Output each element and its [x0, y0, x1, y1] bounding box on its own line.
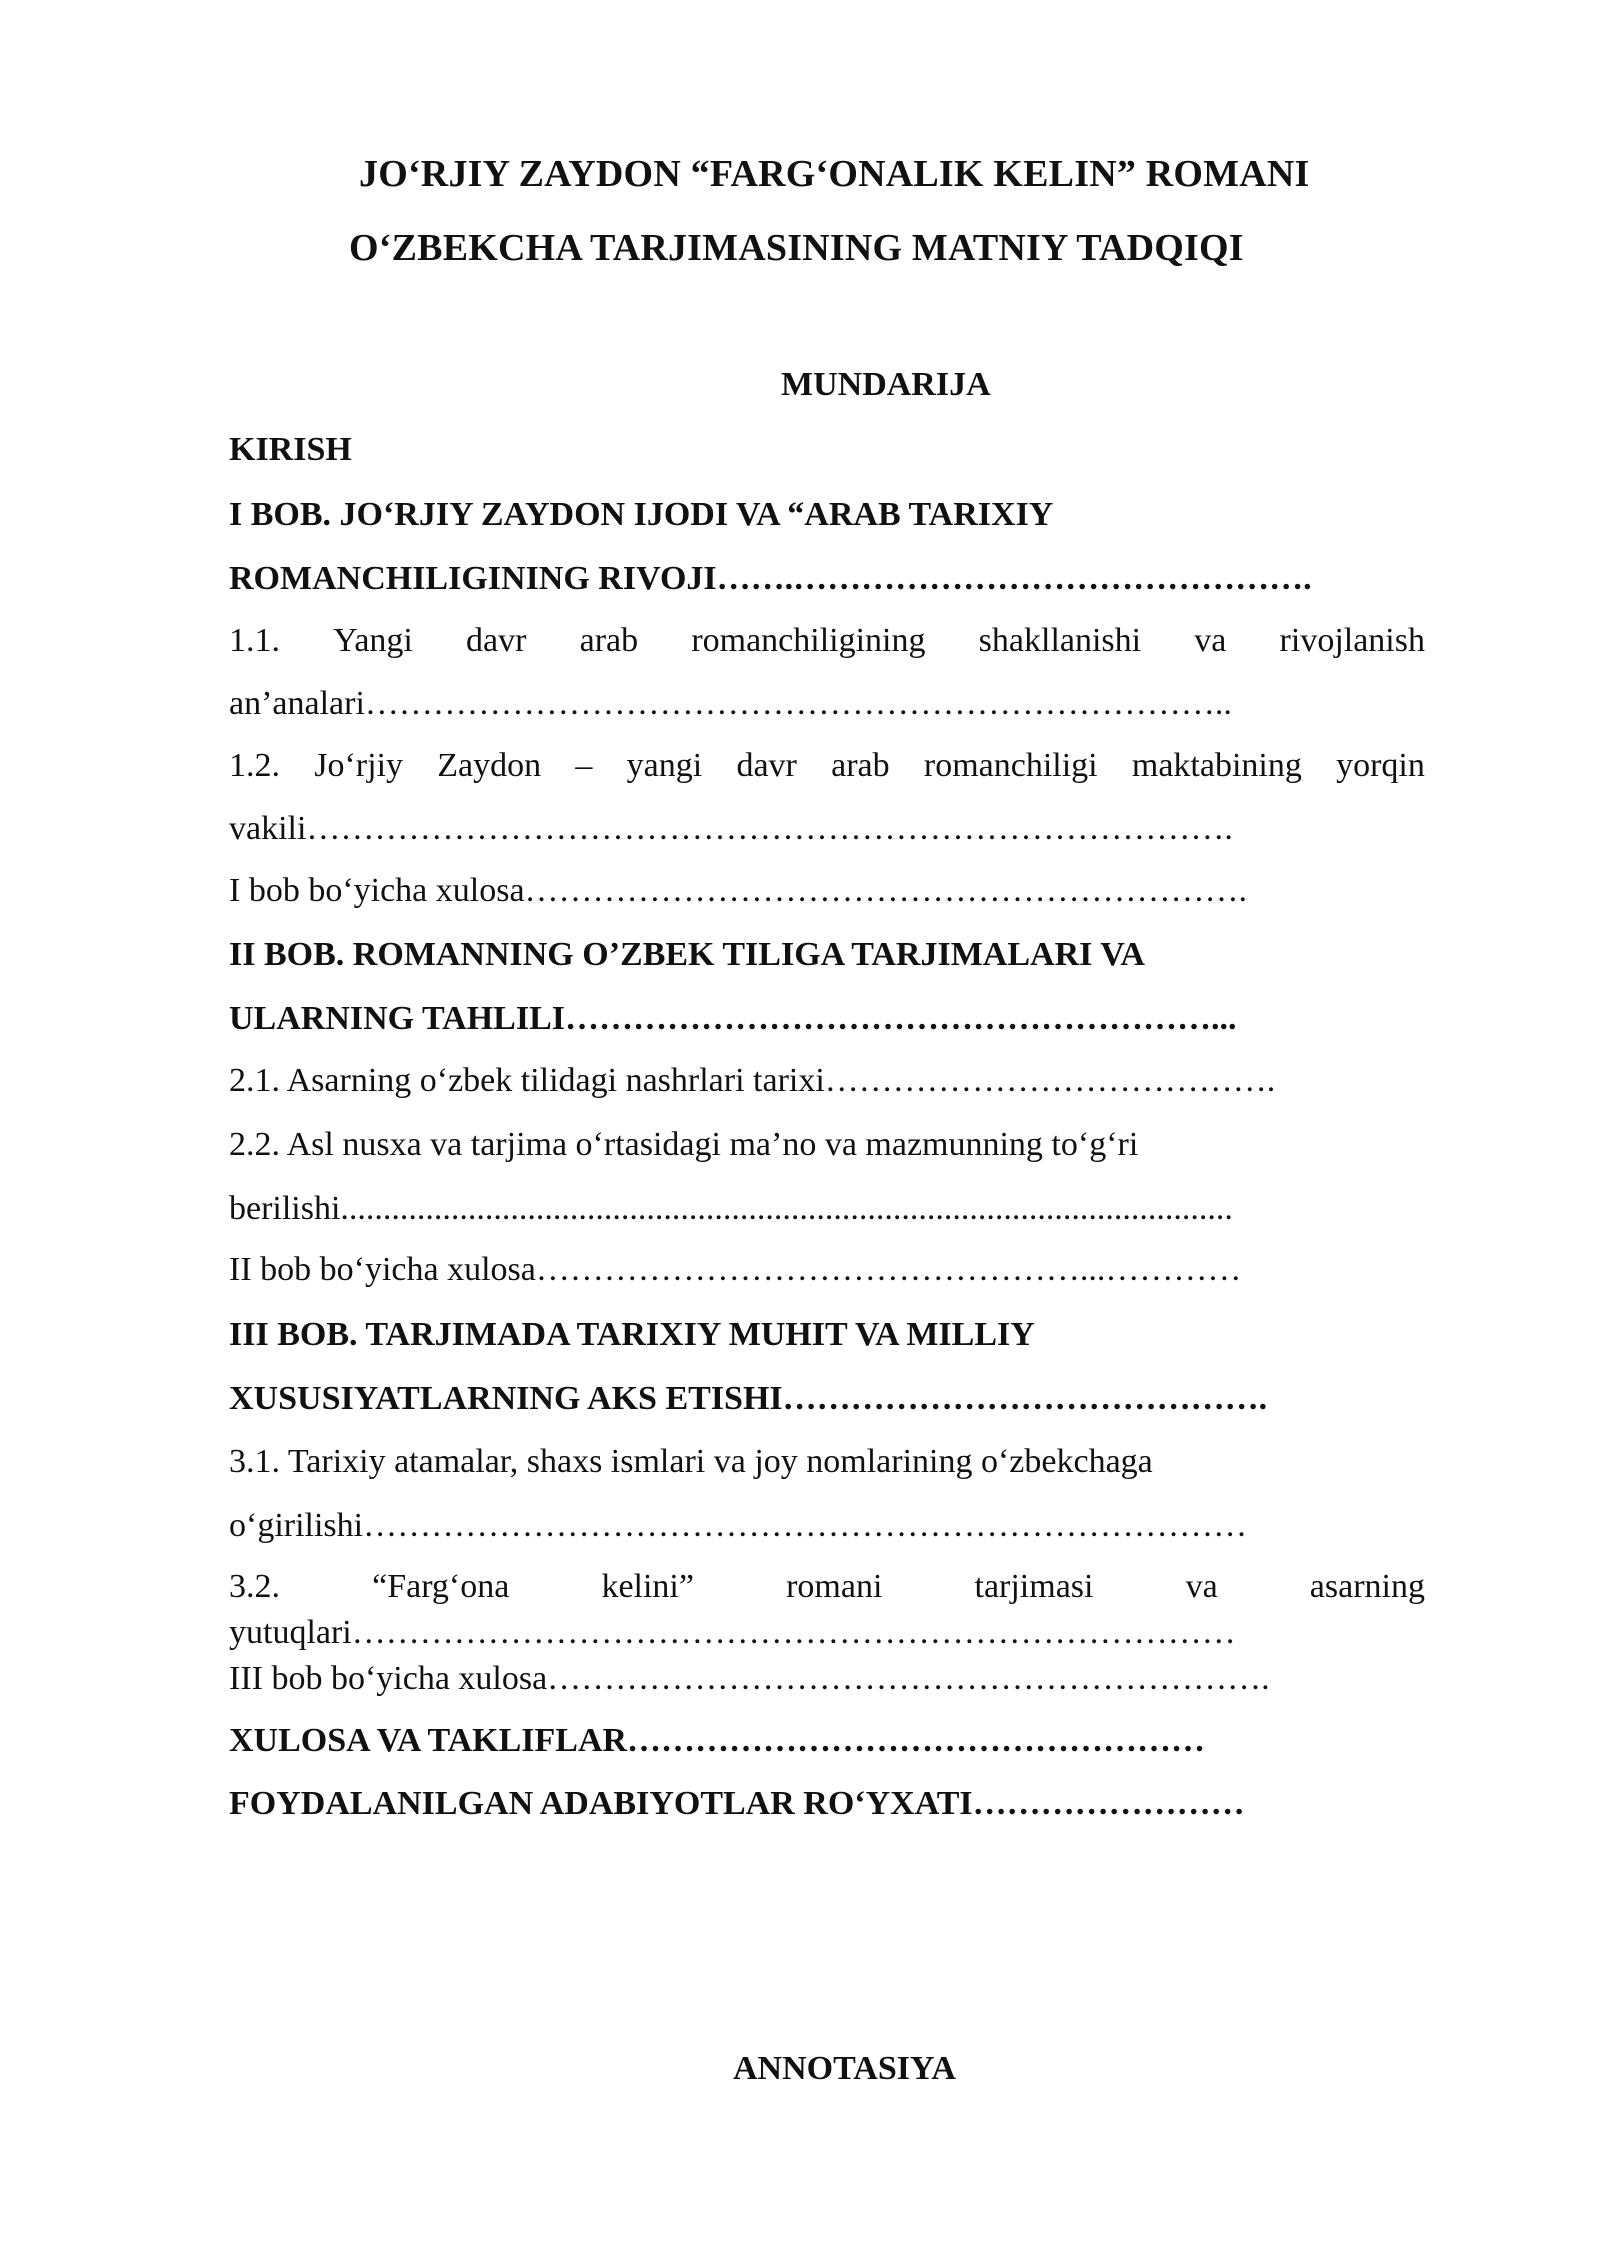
toc-section-1-2-line-2: vakili……………………………………………………………………….: [229, 810, 1233, 847]
toc-chapter-2-line-2: ULARNING TAHLILI…………………………………………………...: [229, 1000, 1237, 1037]
toc-word: va: [1185, 1568, 1218, 1605]
toc-word: romanchiligi: [923, 747, 1098, 784]
toc-word: yorqin: [1336, 747, 1425, 784]
toc-word: 3.2.: [229, 1568, 280, 1605]
toc-chapter-3-line-2: XUSUSIYATLARNING AKS ETISHI…………………………………….: [229, 1380, 1268, 1417]
toc-word: maktabining: [1131, 747, 1302, 784]
toc-word: romani: [786, 1568, 883, 1605]
toc-chapter-3-line-1: III BOB. TARJIMADA TARIXIY MUHIT VA MILLIY: [229, 1316, 1035, 1353]
toc-word: –: [575, 747, 593, 784]
toc-word: davr: [466, 622, 527, 659]
toc-word: yangi: [626, 747, 703, 784]
toc-word: “Farg‘ona: [372, 1568, 510, 1605]
toc-section-1-1-line-1: [229, 622, 1425, 660]
toc-word: asarning: [1309, 1568, 1425, 1605]
toc-chapter-1-line-1: I BOB. JO‘RJIY ZAYDON IJODI VA “ARAB TARIXIY: [229, 496, 1054, 533]
toc-item-references: FOYDALANILGAN ADABIYOTLAR RO‘YXATI……………………: [229, 1785, 1245, 1822]
toc-chapter-3-summary: III bob bo‘yicha xulosa……………………………………………………….: [229, 1660, 1270, 1697]
toc-word: arab: [831, 747, 890, 784]
toc-item-intro: KIRISH: [229, 431, 352, 468]
toc-word: arab: [579, 622, 639, 659]
toc-chapter-2-summary: II bob bo‘yicha xulosa…………………………………………...…………: [229, 1251, 1242, 1288]
toc-word: va: [1194, 622, 1227, 659]
toc-word: kelini”: [601, 1568, 694, 1605]
toc-word: Jo‘rjiy: [314, 747, 404, 784]
toc-word: Zaydon: [437, 747, 542, 784]
toc-chapter-1-summary: I bob bo‘yicha xulosa……………………………………………………….: [229, 872, 1248, 909]
toc-word: rivojlanish: [1279, 622, 1425, 659]
toc-section-1-1-line-2: an’analari…………………………………………………………………..: [229, 685, 1232, 722]
toc-item-conclusion: XULOSA VA TAKLIFLAR……………………………………………: [229, 1722, 1206, 1759]
document-title-line-1: JO‘RJIY ZAYDON “FARG‘ONALIK KELIN” ROMANI: [359, 153, 1310, 195]
toc-section-2-1: 2.1. Asarning o‘zbek tilidagi nashrlari tarixi………………………………….: [229, 1062, 1276, 1099]
toc-word: tarjimasi: [974, 1568, 1094, 1605]
toc-word: Yangi: [333, 622, 413, 659]
annotation-heading: ANNOTASIYA: [733, 2050, 956, 2087]
toc-word: romanchiligining: [691, 622, 926, 659]
toc-section-3-1-line-2: o‘girilishi……………………………………………………………………: [229, 1507, 1248, 1544]
toc-word: shakllanishi: [978, 622, 1142, 659]
document-title-line-2: O‘ZBEKCHA TARJIMASINING MATNIY TADQIQI: [349, 227, 1244, 269]
toc-word: davr: [736, 747, 797, 784]
toc-heading: MUNDARIJA: [781, 366, 991, 403]
toc-section-2-2-line-1: 2.2. Asl nusxa va tarjima o‘rtasidagi ma’no va mazmunning to‘g‘ri: [229, 1126, 1139, 1163]
toc-section-3-2-line-2: yutuqlari……………………………………………………………………: [229, 1614, 1236, 1651]
toc-section-2-2-line-2: berilishi.........................................................................................................: [229, 1190, 1233, 1227]
toc-section-3-2-line-1: [229, 1568, 1425, 1606]
toc-section-3-1-line-1: 3.1. Tarixiy atamalar, shaxs ismlari va joy nomlarining o‘zbekchaga: [229, 1443, 1153, 1480]
toc-section-1-2-line-1: [229, 747, 1425, 785]
toc-chapter-1-line-2: ROMANCHILIGINING RIVOJI…….……………………………………….: [229, 560, 1312, 597]
toc-word: 1.2.: [229, 747, 280, 784]
toc-chapter-2-line-1: II BOB. ROMANNING O’ZBEK TILIGA TARJIMALARI VA: [229, 936, 1145, 973]
toc-word: 1.1.: [229, 622, 280, 659]
